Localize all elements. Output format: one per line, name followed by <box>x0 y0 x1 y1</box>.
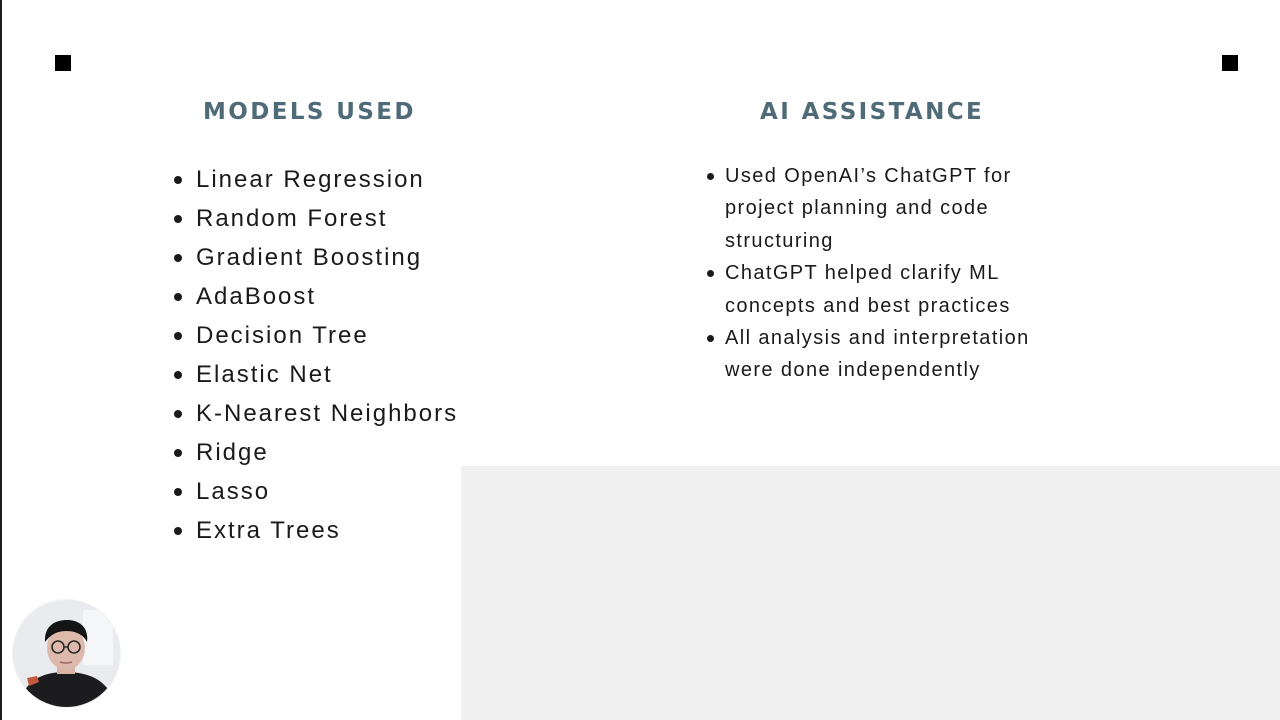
model-item: AdaBoost <box>170 277 458 316</box>
model-item: K-Nearest Neighbors <box>170 394 458 433</box>
ai-assistance-item: Used OpenAI’s ChatGPT for project planning and code structuring <box>703 160 1083 257</box>
model-item: Decision Tree <box>170 316 458 355</box>
model-item: Elastic Net <box>170 355 458 394</box>
presenter-avatar-icon <box>13 600 120 707</box>
model-item: Random Forest <box>170 199 458 238</box>
slide-left-border <box>0 0 2 720</box>
model-item: Gradient Boosting <box>170 238 458 277</box>
models-list <box>170 160 458 550</box>
corner-marker-left-icon <box>55 55 71 71</box>
corner-marker-right-icon <box>1222 55 1238 71</box>
ai-assistance-list <box>703 160 1083 387</box>
model-item: Linear Regression <box>170 160 458 199</box>
presenter-webcam <box>13 600 120 707</box>
model-item: Ridge <box>170 433 458 472</box>
ai-assistance-item: All analysis and interpretation were done independently <box>703 322 1083 387</box>
models-used-heading: MODELS USED <box>203 99 416 125</box>
grey-background-panel <box>461 466 1280 720</box>
model-item: Lasso <box>170 472 458 511</box>
ai-assistance-heading: AI ASSISTANCE <box>760 99 985 125</box>
ai-assistance-item: ChatGPT helped clarify ML concepts and best practices <box>703 257 1083 322</box>
model-item: Extra Trees <box>170 511 458 550</box>
